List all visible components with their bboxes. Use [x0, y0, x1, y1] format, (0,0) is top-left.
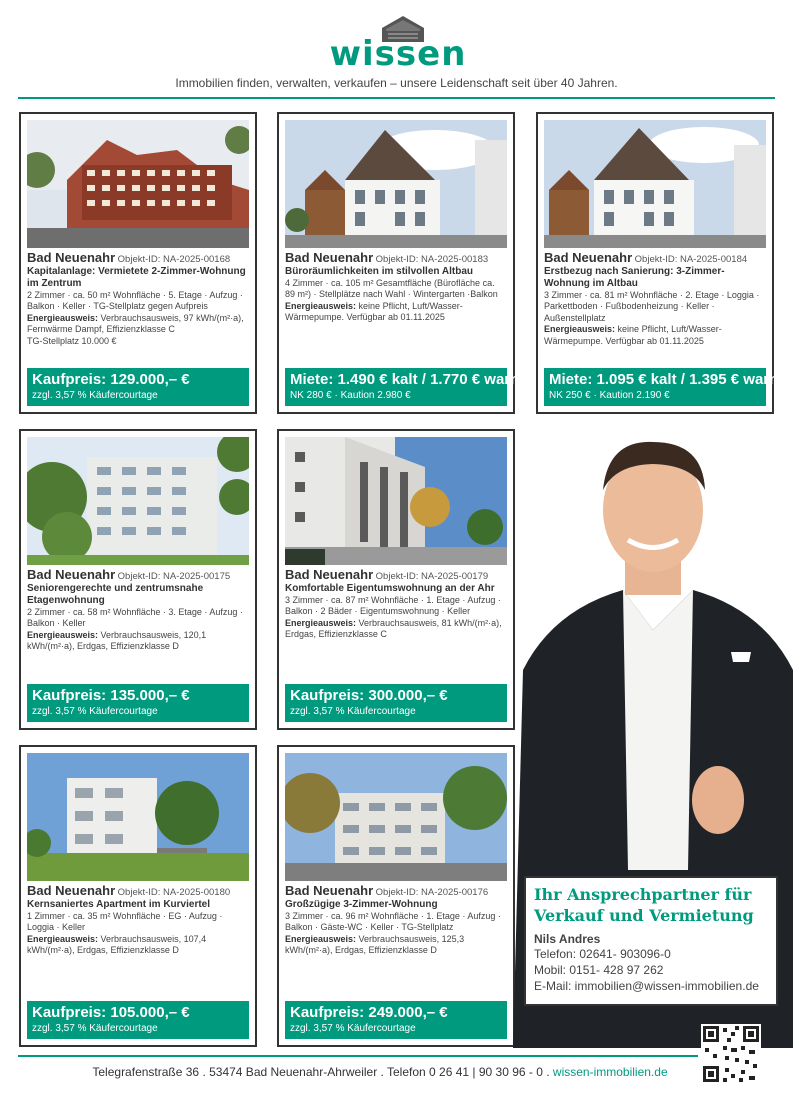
price-box — [544, 368, 783, 406]
listing-title: Komfortable Eigentumswohnung an der Ahr — [285, 582, 495, 594]
listing-city: Bad Neuenahr — [285, 250, 374, 265]
price-note: zzgl. 3,57 % Käufercourtage — [290, 706, 416, 717]
listing-price: Kaufpreis: 300.000,– € — [290, 687, 448, 704]
listing-city: Bad Neuenahr — [27, 250, 116, 265]
listing-features: 4 Zimmer · ca. 105 m² Gesamtfläche (Bürofläche ca. 89 m²) · Stellplätze nach Wahl · Wintergarten ·Balkon — [285, 277, 498, 299]
price-note: zzgl. 3,57 % Käufercourtage — [290, 1023, 416, 1034]
listing-id: Objekt-ID: NA-2025-00184 — [634, 254, 748, 265]
tagline: Immobilien finden, verwalten, verkaufen – unsere Leidenschaft seit über 40 Jahren. — [175, 76, 618, 90]
contact-name: Nils Andres — [534, 932, 601, 946]
listing-card[interactable] — [277, 429, 515, 730]
listing-title: Büroräumlichkeiten im stilvollen Altbau — [285, 265, 473, 277]
listing-features: 3 Zimmer · ca. 87 m² Wohnfläche · 1. Etage · Aufzug · Balkon · 2 Bäder · Eigentumswohnung · Keller — [285, 594, 501, 616]
property-photo — [285, 437, 507, 565]
listing-price: Miete: 1.490 € kalt / 1.770 € warm — [290, 371, 524, 388]
listing-title: Großzügige 3-Zimmer-Wohnung — [285, 898, 438, 910]
listing-energy: Energieausweis: Verbrauchsausweis, 120,1 kWh/(m²·a), Erdgas, Effizienzklasse D — [27, 629, 207, 651]
listing-features: 2 Zimmer · ca. 58 m² Wohnfläche · 3. Etage · Aufzug · Balkon · Keller — [27, 606, 243, 628]
listing-title: Seniorengerechte und zentrumsnahe Etagenwohnung — [27, 582, 204, 606]
listing-energy: Energieausweis: Verbrauchsausweis, 81 kWh/(m²·a), Erdgas, Effizienzklasse C — [285, 617, 502, 639]
footer-divider — [18, 1055, 698, 1057]
listing-id: Objekt-ID: NA-2025-00176 — [375, 887, 489, 898]
property-photo — [27, 437, 249, 565]
listing-id: Objekt-ID: NA-2025-00175 — [117, 571, 231, 582]
property-photo — [285, 120, 507, 248]
listing-extra: TG-Stellplatz 10.000 € — [27, 335, 117, 346]
listing-card[interactable] — [536, 112, 783, 414]
price-box — [285, 684, 507, 722]
price-box — [27, 1001, 249, 1039]
listing-city: Bad Neuenahr — [285, 883, 374, 898]
listing-id: Objekt-ID: NA-2025-00168 — [117, 254, 231, 265]
listing-energy: Energieausweis: Verbrauchsausweis, 97 kWh/(m²·a), Fernwärme Dampf, Effizienzklasse C — [27, 312, 244, 334]
listing-energy: Energieausweis: keine Pflicht, Luft/Wasser-Wärmepumpe. Verfügbar ab 01.11.2025 — [285, 300, 463, 322]
contact-box — [524, 876, 778, 1006]
footer-address — [0, 1065, 760, 1079]
contact-heading-1: Ihr Ansprechpartner für — [534, 885, 752, 904]
price-note: zzgl. 3,57 % Käufercourtage — [32, 390, 158, 401]
listing-features: 1 Zimmer · ca. 35 m² Wohnfläche · EG · Aufzug · Loggia · Keller — [27, 910, 223, 932]
price-note: zzgl. 3,57 % Käufercourtage — [32, 706, 158, 717]
company-logo[interactable] — [318, 16, 478, 74]
price-box — [27, 684, 249, 722]
qr-code-icon[interactable] — [701, 1024, 761, 1084]
listing-features: 3 Zimmer · ca. 81 m² Wohnfläche · 2. Etage · Loggia · Parkettboden · Fußbodenheizung · Keller · Außenstellplatz — [544, 289, 760, 323]
listing-price: Kaufpreis: 249.000,– € — [290, 1004, 448, 1021]
price-note: zzgl. 3,57 % Käufercourtage — [32, 1023, 158, 1034]
listing-card[interactable] — [19, 112, 257, 414]
listing-features: 2 Zimmer · ca. 50 m² Wohnfläche · 5. Etage · Aufzug · Balkon · Keller · TG-Stellplatz gegen Aufpreis — [27, 289, 243, 311]
price-box — [285, 368, 524, 406]
property-photo — [544, 120, 766, 248]
listing-price: Kaufpreis: 105.000,– € — [32, 1004, 190, 1021]
footer-address-text: Telegrafenstraße 36 . 53474 Bad Neuenahr-Ahrweiler . Telefon 0 26 41 | 90 30 96 - 0 . — [92, 1065, 553, 1079]
listing-city: Bad Neuenahr — [27, 567, 116, 582]
listing-title: Kernsaniertes Apartment im Kurviertel — [27, 898, 211, 910]
price-box — [285, 1001, 507, 1039]
listing-city: Bad Neuenahr — [27, 883, 116, 898]
listing-card[interactable] — [19, 429, 257, 730]
listing-city: Bad Neuenahr — [544, 250, 633, 265]
property-photo — [27, 120, 249, 248]
property-photo — [27, 753, 249, 881]
listing-id: Objekt-ID: NA-2025-00179 — [375, 571, 489, 582]
listing-features: 3 Zimmer · ca. 96 m² Wohnfläche · 1. Etage · Aufzug · Balkon · Gäste-WC · Keller · TG-Stellplatz — [285, 910, 501, 932]
listing-title: Erstbezug nach Sanierung: 3-Zimmer-Wohnung im Altbau — [544, 265, 725, 289]
listing-price: Kaufpreis: 129.000,– € — [32, 371, 190, 388]
listing-energy: Energieausweis: Verbrauchsausweis, 107,4 kWh/(m²·a), Erdgas, Effizienzklasse D — [27, 933, 207, 955]
listing-energy: Energieausweis: keine Pflicht, Luft/Wasser-Wärmepumpe. Verfügbar ab 01.11.2025 — [544, 324, 722, 346]
contact-phone[interactable]: Telefon: 02641- 903096-0 — [534, 947, 671, 961]
price-box — [27, 368, 249, 406]
listing-card[interactable] — [277, 745, 515, 1047]
listing-card[interactable] — [277, 112, 524, 414]
listing-title: Kapitalanlage: Vermietete 2-Zimmer-Wohnung im Zentrum — [27, 265, 246, 289]
price-note: NK 280 € · Kaution 2.980 € — [290, 390, 411, 401]
footer-website-link[interactable]: wissen-immobilien.de — [552, 1065, 668, 1079]
listing-price: Kaufpreis: 135.000,– € — [32, 687, 190, 704]
listing-id: Objekt-ID: NA-2025-00183 — [375, 254, 489, 265]
listing-price: Miete: 1.095 € kalt / 1.395 € warm — [549, 371, 783, 388]
property-photo — [285, 753, 507, 881]
contact-heading-2: Verkauf und Vermietung — [534, 906, 754, 925]
logo-wordmark: wissen — [329, 34, 467, 74]
price-note: NK 250 € · Kaution 2.190 € — [549, 390, 670, 401]
listing-city: Bad Neuenahr — [285, 567, 374, 582]
page-header — [0, 0, 793, 100]
listing-id: Objekt-ID: NA-2025-00180 — [117, 887, 231, 898]
listing-energy: Energieausweis: Verbrauchsausweis, 125,3 kWh/(m²·a), Erdgas, Effizienzklasse D — [285, 933, 465, 955]
contact-email[interactable]: E-Mail: immobilien@wissen-immobilien.de — [534, 979, 759, 993]
contact-mobile[interactable]: Mobil: 0151- 428 97 262 — [534, 963, 664, 977]
header-divider — [18, 97, 775, 99]
listing-card[interactable] — [19, 745, 257, 1047]
